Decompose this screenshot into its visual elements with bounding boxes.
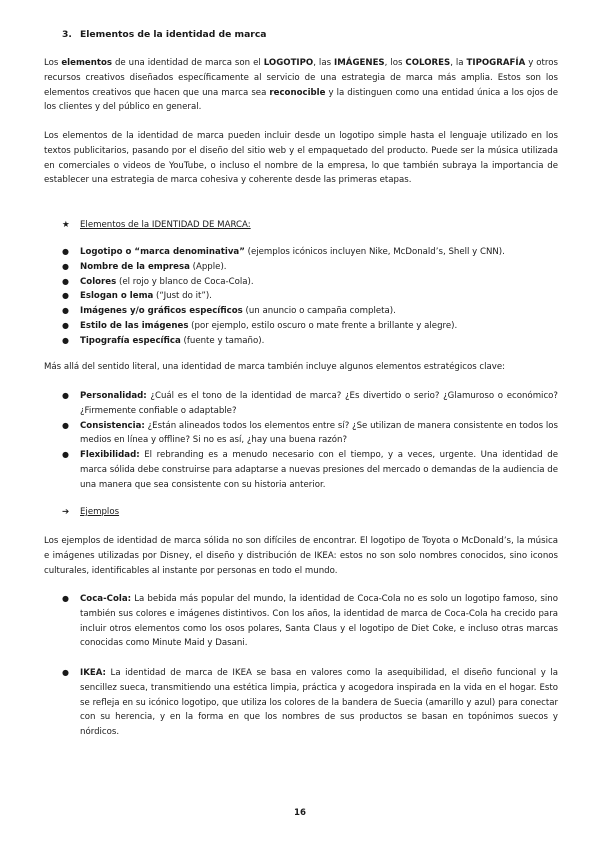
bullet-icon: ●	[62, 391, 69, 400]
examples-subheading-title: Ejemplos	[80, 507, 120, 517]
examples-subheading	[62, 505, 119, 519]
list-item: ● Colores (el rojo y blanco de Coca-Cola).	[62, 275, 558, 290]
intro-paragraph-1: Los elementos de una identidad de marca son el LOGOTIPO, las IMÁGENES, los COLORES, la TIPOGRAFÍA y otros recursos creativos diseñados específicamente al servicio de una estrategia de marca más amplia. Estos son los elementos creativos que hacen que una marca sea reconocible y la distinguen como una entidad única a los ojos de los clientes y del público en general.	[44, 58, 558, 113]
bullet-icon: ●	[62, 420, 69, 430]
strategic-intro: Más allá del sentido literal, una identidad de marca también incluye algunos elementos estratégicos clave:	[44, 362, 506, 372]
bullet-icon: ●	[62, 335, 69, 345]
arrow-right-icon: ➔	[62, 507, 70, 517]
list-item: ● Flexibilidad: El rebranding es a menudo necesario con el tiempo, y a veces, urgente. Una identidad de marca sólida debe construirse para adaptarse a nuevas presiones del mercado o demandas de la audiencia de una manera que sea consistente con su historia anterior.	[62, 450, 558, 490]
list-item: ● IKEA: La identidad de marca de IKEA se basa en valores como la asequibilidad, el diseño funcional y la sencillez sueca, transmitiendo una estética limpia, práctica y acogedora inspirada en la vida en el hogar. Esto se refleja en su icónico logotipo, que utiliza los colores de la bandera de Suecia (amarillo y azul) para conectar con su herencia, y en la forma en que los nombres de sus productos se basan en topónimos suecos y nórdicos.	[62, 668, 558, 738]
star-icon: ★	[62, 220, 70, 230]
examples-intro: Los ejemplos de identidad de marca sólida no son difíciles de encontrar. El logotipo de Toyota o McDonald’s, la música e imágenes utilizadas por Disney, el diseño y distribución de IKEA: estos no son solo nombres conocidos, sino iconos culturales, identificables al instante por personas en todo el mundo.	[44, 536, 558, 576]
elements-subheading-title: Elementos de la IDENTIDAD DE MARCA:	[80, 220, 251, 230]
bullet-icon: ●	[62, 306, 69, 316]
bullet-icon: ●	[62, 261, 69, 271]
examples-list-2	[62, 666, 558, 740]
intro-paragraph-2: Los elementos de la identidad de marca pueden incluir desde un logotipo simple hasta el lenguaje utilizado en los textos publicitarios, pasando por el diseño del sitio web y el empaquetado del producto. Puede ser la música utilizada en comerciales o videos de YouTube, o incluso el nombre de la empresa, lo que también subraya la importancia de establecer una estrategia de marca cohesiva y coherente desde las primeras etapas.	[44, 131, 558, 186]
list-item: ● Coca-Cola: La bebida más popular del mundo, la identidad de Coca-Cola no es solo un logotipo famoso, sino también sus colores e imágenes distintivos. Con los años, la identidad de marca de Coca-Cola ha crecido para incluir otros elementos como los osos polares, Santa Claus y el logotipo de Diet Coke, e incluso otras marcas conocidas como Minute Maid y Dasani.	[62, 594, 558, 649]
list-item: ● Logotipo o “marca denominativa” (ejemplos icónicos incluyen Nike, McDonald’s, Shell y CNN).	[62, 245, 558, 260]
bullet-icon: ●	[62, 450, 69, 460]
section-heading	[62, 28, 266, 42]
bullet-icon: ●	[62, 276, 69, 286]
bullet-icon: ●	[62, 668, 69, 677]
strategic-list	[62, 389, 558, 493]
list-item: ● Tipografía específica (fuente y tamaño).	[62, 334, 558, 349]
list-item: ● Personalidad: ¿Cuál es el tono de la identidad de marca? ¿Es divertido o serio? ¿Glamuroso o económico? ¿Firmemente confiable o adaptable?	[62, 391, 558, 416]
bullet-icon: ●	[62, 594, 69, 603]
examples-list-1	[62, 592, 558, 651]
bullet-icon: ●	[62, 291, 69, 301]
section-title: Elementos de la identidad de marca	[80, 29, 267, 40]
page-number: 16	[294, 808, 306, 818]
list-item: ● Imágenes y/o gráficos específicos (un anuncio o campaña completa).	[62, 304, 558, 319]
elements-list	[62, 245, 558, 349]
list-item: ● Eslogan o lema (“Just do it”).	[62, 289, 558, 304]
bullet-icon: ●	[62, 320, 69, 330]
list-item: ● Estilo de las imágenes (por ejemplo, estilo oscuro o mate frente a brillante y alegre).	[62, 319, 558, 334]
bullet-icon: ●	[62, 247, 69, 256]
section-number: 3.	[62, 29, 72, 40]
list-item: ● Nombre de la empresa (Apple).	[62, 260, 558, 275]
elements-subheading	[62, 218, 251, 232]
list-item: ● Consistencia: ¿Están alineados todos los elementos entre sí? ¿Se utilizan de manera consistente en todos los medios en línea y offline? Si no es así, ¿hay una buena razón?	[62, 420, 558, 446]
